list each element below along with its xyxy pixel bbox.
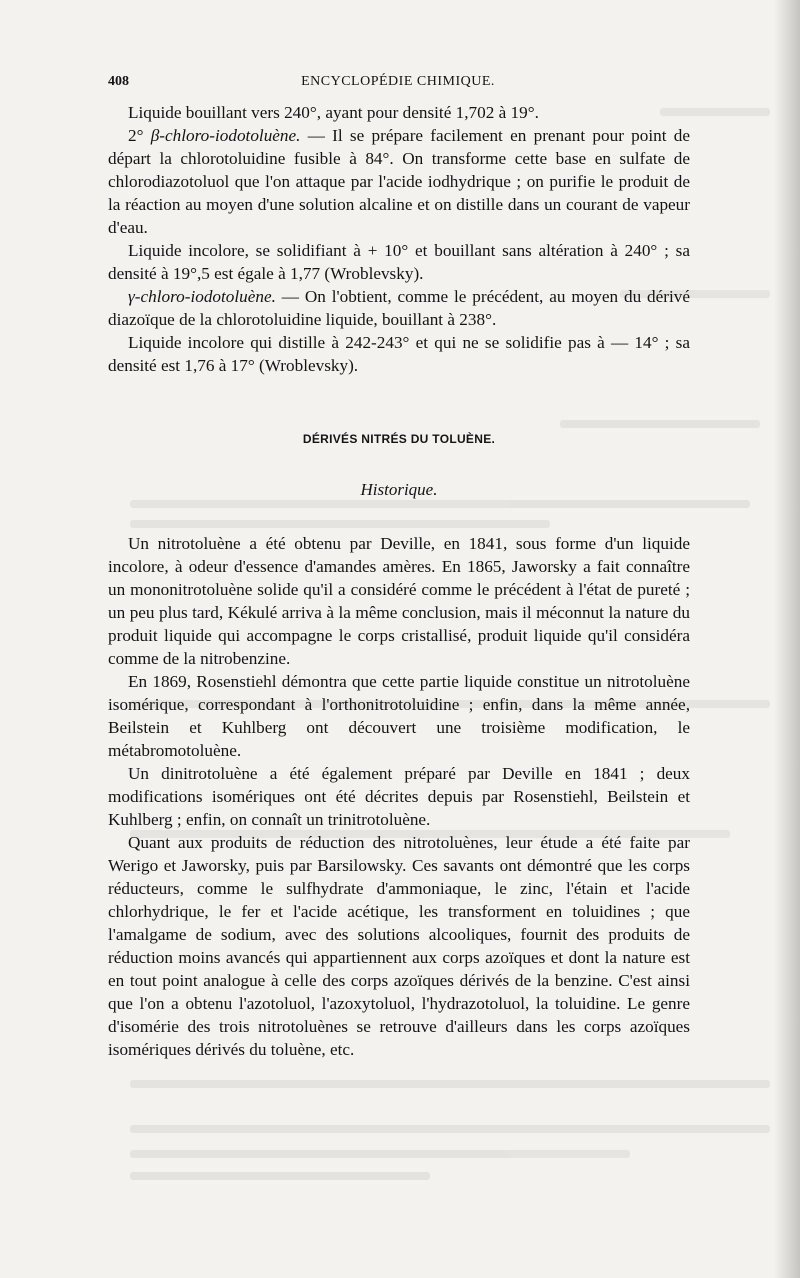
historique-text-block — [108, 532, 690, 1061]
paragraph: Liquide incolore qui distille à 242-243° et qui ne se solidifie pas à — 14° ; sa densité est 1,76 à 17° (Wroblevsky). — [108, 333, 690, 375]
section-title: DÉRIVÉS NITRÉS DU TOLUÈNE. — [302, 432, 496, 446]
item-number: 2° — [128, 126, 151, 145]
running-title: ENCYCLOPÉDIE CHIMIQUE. — [301, 74, 495, 89]
paragraph: Liquide bouillant vers 240°, ayant pour densité 1,702 à 19°. — [128, 103, 539, 122]
running-header — [108, 74, 688, 94]
paragraph: Un nitrotoluène a été obtenu par Deville, en 1841, sous forme d'un liquide incolore, à odeur d'essence d'amandes amères. En 1865, Jaworsky a fait connaître un mononitrotoluène solide qu'il a considéré comme le précédent à l'état de pureté ; un peu plus tard, Kékulé arriva à la même conclusion, mais il méconnut la nature du produit liquide qui accompagne le corps cristallisé, produit liquide qu'il considéra comme de la nitrobenzine. — [108, 534, 690, 668]
paragraph — [108, 124, 690, 239]
paragraph: Un dinitrotoluène a été également préparé par Deville en 1841 ; deux modifications isomériques ont été décrites depuis par Rosenstiehl, Beilstein et Kuhlberg ; enfin, on connaît un trinitrotoluène. — [108, 764, 690, 829]
paragraph-text: — Il se prépare facilement en prenant pour point de départ la chlorotoluidine fusible à 84°. On transforme cette base en sulfate de chlorodiazotoluol que l'on attaque par l'acide iodhydrique ; on purifie le produit de la réaction au moyen d'une solution alcaline et on distille dans un courant de vapeur d'eau. — [108, 126, 691, 237]
binding-shadow — [774, 0, 800, 1278]
page-number: 408 — [108, 74, 129, 89]
paragraph — [108, 285, 690, 331]
paragraph: En 1869, Rosenstiehl démontra que cette partie liquide constitue un nitrotoluène isomérique, correspondant à l'orthonitrotoluidine ; enfin, dans la même année, Beilstein et Kuhlberg ont découvert une troisième modification, le métabromotoluène. — [108, 672, 690, 760]
paragraph-text: — On l'obtient, comme le précédent, au moyen du dérivé diazoïque de la chlorotoluidine liquide, bouillant à 238°. — [108, 287, 690, 329]
subsection-title: Historique. — [360, 480, 438, 499]
paragraph: Liquide incolore, se solidifiant à + 10° et bouillant sans altération à 240° ; sa densité à 19°,5 est égale à 1,77 (Wroblevsky). — [108, 241, 690, 283]
top-text-block — [108, 101, 690, 377]
paragraph: Quant aux produits de réduction des nitrotoluènes, leur étude a été faite par Werigo et Jaworsky, puis par Barsilowsky. Ces savants ont démontré que les corps réducteurs, comme le sulfhydrate d'ammoniaque, le zinc, l'étain et l'acide chlorhydrique, le fer et l'acide acétique, les transforment en toluidines ; que l'amalgame de sodium, avec des solutions alcooliques, fournit des produits de réduction moins avancés qui appartiennent aux corps azoïques et dont la nature est en tout point analogue à celle des corps azoïques dérivés de la benzine. C'est ainsi que l'on a obtenu l'azotoluol, l'azoxytoluol, l'hydrazotoluol, la toluidine. Le genre d'isomérie des trois nitrotoluènes se retrouve d'ailleurs dans les corps azoïques isomériques dérivés du toluène, etc. — [108, 833, 690, 1059]
compound-name: γ-chloro-iodotoluène. — [128, 287, 276, 306]
compound-name: β-chloro-iodotoluène. — [150, 126, 301, 145]
